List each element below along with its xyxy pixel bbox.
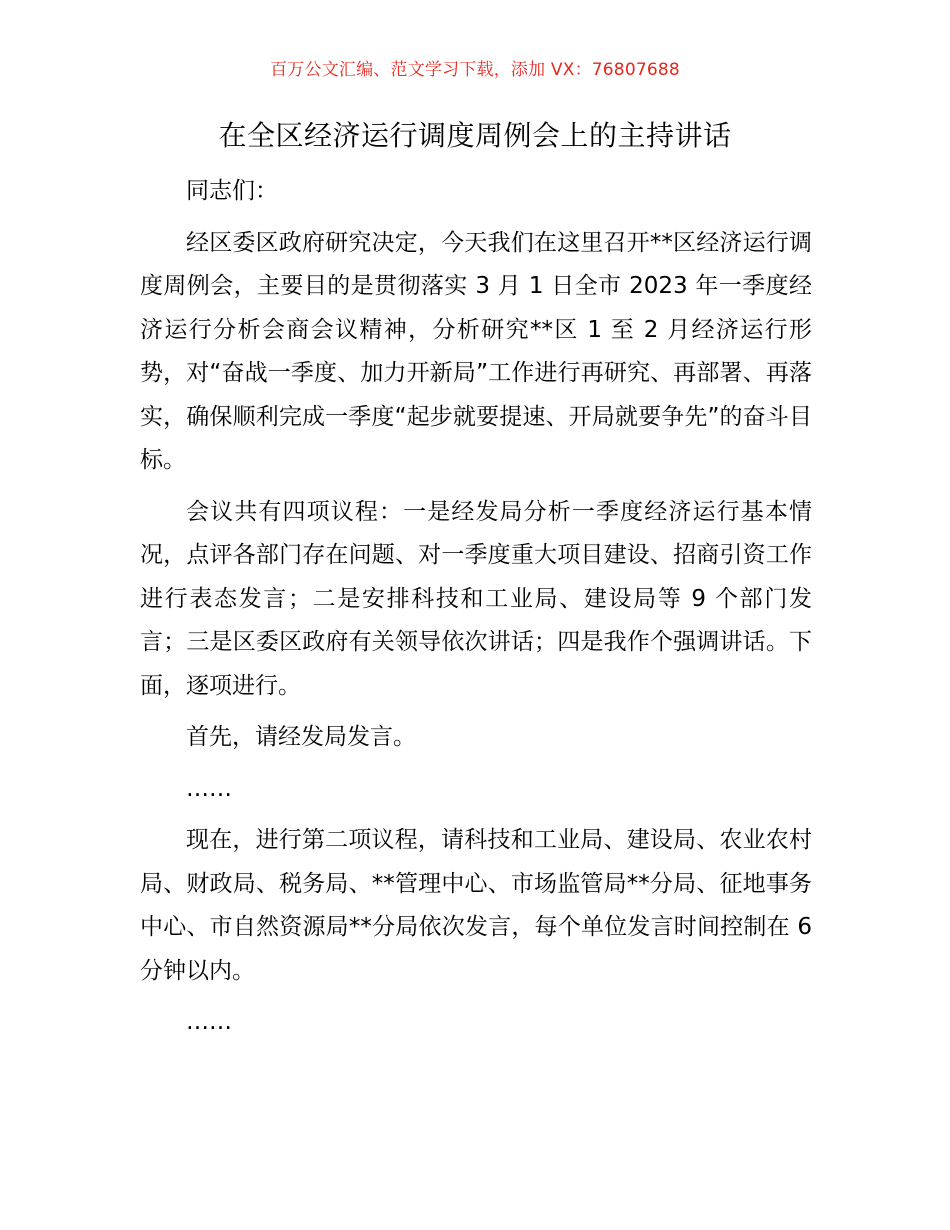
ellipsis-2: …… bbox=[186, 1009, 232, 1035]
paragraph-second-item: 现在，进行第二项议程，请科技和工业局、建设局、农业农村局、财政局、税务局、**管理中心、市场监管局**分局、征地事务中心、市自然资源局**分局依次发言，每个单位发言时间控制在 6 分钟以内。 bbox=[140, 827, 812, 984]
greeting: 同志们： bbox=[186, 178, 278, 204]
paragraph-intro: 经区委区政府研究决定，今天我们在这里召开**区经济运行调度周例会，主要目的是贯彻落实 3 月 1 日全市 2023 年一季度经济运行分析会商会议精神，分析研究**区 1 至 2 月经济运行形势，对“奋战一季度、加力开新局”工作进行再研究、再部署、再落实，确保顺利完成一季度“起步就要提速、开局就要争先”的奋斗目标。 bbox=[140, 229, 812, 473]
paragraph-first-item: 首先，请经发局发言。 bbox=[186, 724, 416, 750]
paragraph-agenda: 会议共有四项议程：一是经发局分析一季度经济运行基本情况，点评各部门存在问题、对一季度重大项目建设、招商引资工作进行表态发言；二是安排科技和工业局、建设局等 9 个部门发言；三是区委区政府有关领导依次讲话；四是我作个强调讲话。下面，逐项进行。 bbox=[140, 498, 812, 699]
ellipsis-1: …… bbox=[186, 775, 232, 802]
header-watermark: 百万公文汇编、范文学习下载，添加 VX：76807688 bbox=[270, 60, 680, 80]
document-body bbox=[140, 170, 812, 1053]
document-title: 在全区经济运行调度周例会上的主持讲话 bbox=[218, 119, 732, 152]
